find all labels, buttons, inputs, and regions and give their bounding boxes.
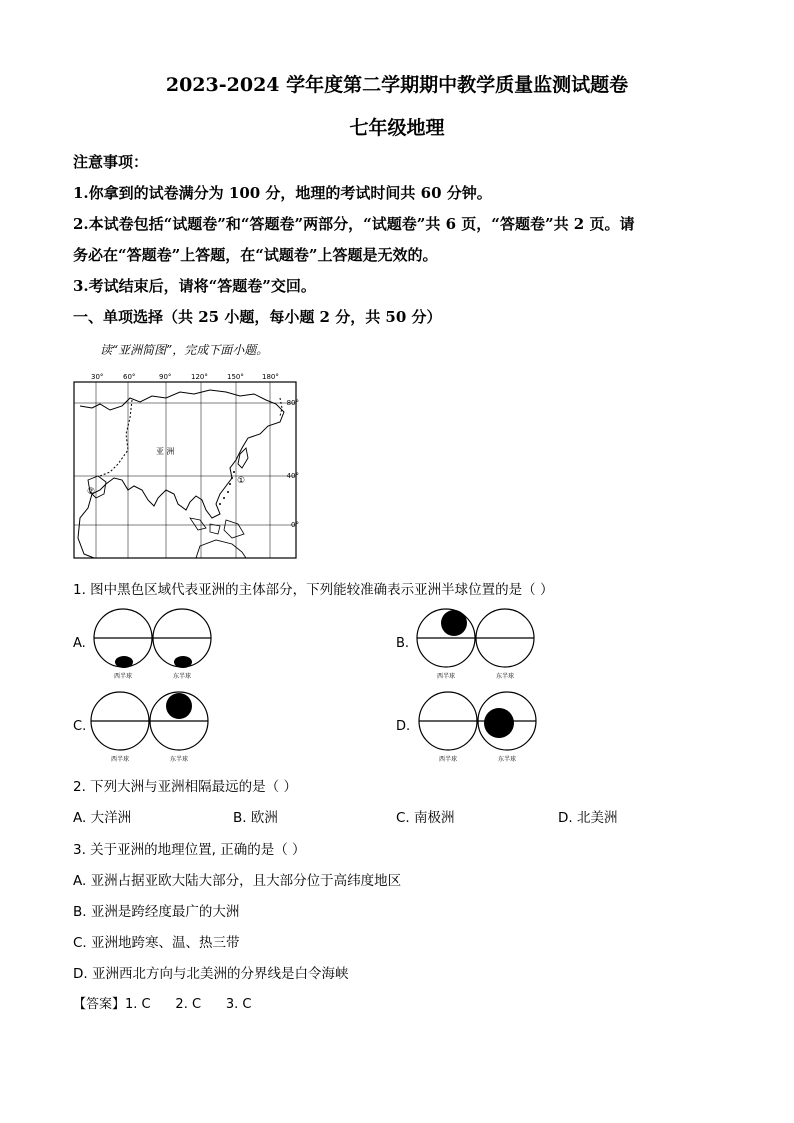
map-marker-1: ① <box>237 476 246 486</box>
east-hemisphere-label: 东半球 <box>497 756 517 763</box>
east-hemisphere-label: 东半球 <box>495 673 515 680</box>
map-instruction: 读“亚洲简图”，完成下面小题。 <box>100 343 269 357</box>
q3-stem: 3. 关于亚洲的地理位置, 正确的是（ ） <box>73 842 306 858</box>
asia-shape <box>484 708 514 738</box>
lat-label-80: 80° <box>286 399 299 407</box>
asia-shape <box>166 693 192 719</box>
lat-label-0: 0° <box>291 521 299 529</box>
q3-option-a[interactable]: A. 亚洲占据亚欧大陆大部分，且大部分位于高纬度地区 <box>73 873 402 889</box>
lon-label-150: 150° <box>227 373 244 381</box>
q1-option-a-figure[interactable] <box>92 607 216 682</box>
q1-option-a-label[interactable]: A. <box>73 636 86 651</box>
asia-shape <box>174 656 192 668</box>
q2-option-a[interactable]: A. 大洋洲 <box>73 810 132 826</box>
page-subtitle: 七年级地理 <box>349 117 445 139</box>
west-hemisphere-label: 西半球 <box>110 756 130 763</box>
section1-heading: 一、单项选择（共 25 小题，每小题 2 分，共 50 分） <box>73 308 442 326</box>
lat-label-40: 40° <box>286 472 299 480</box>
q3-option-c[interactable]: C. 亚洲地跨寒、温、热三带 <box>73 935 240 951</box>
q1-option-d-label[interactable]: D. <box>396 719 411 734</box>
west-hemisphere-label: 西半球 <box>436 673 456 680</box>
q2-option-c[interactable]: C. 南极洲 <box>396 810 455 826</box>
asia-shape <box>115 656 133 668</box>
q1-option-b-label[interactable]: B. <box>396 636 410 651</box>
q2-option-d[interactable]: D. 北美洲 <box>558 810 618 826</box>
answer-text: 1. C 2. C 3. C <box>125 997 252 1012</box>
q2-option-b[interactable]: B. 欧洲 <box>233 810 278 826</box>
page-title: 2023-2024 学年度第二学期期中教学质量监测试题卷 <box>165 74 629 96</box>
west-hemisphere-label: 西半球 <box>438 756 458 763</box>
notice-heading: 注意事项： <box>73 153 149 171</box>
q3-option-b[interactable]: B. 亚洲是跨经度最广的大洲 <box>73 904 240 920</box>
notice-item-3: 3.考试结束后，请将“答题卷”交回。 <box>73 277 316 295</box>
notice-item-2-line2: 务必在“答题卷”上答题，在“试题卷”上答题是无效的。 <box>73 246 438 264</box>
east-hemisphere-label: 东半球 <box>169 756 189 763</box>
map-region-label: 亚 洲 <box>156 447 175 456</box>
lon-label-30: 30° <box>91 373 104 381</box>
q1-option-d-figure[interactable] <box>417 690 541 765</box>
asia-map <box>70 368 302 560</box>
q1-option-b-figure[interactable] <box>415 607 539 682</box>
q1-stem: 1. 图中黑色区域代表亚洲的主体部分，下列能较准确表示亚洲半球位置的是（ ） <box>73 582 554 598</box>
q1-option-c-label[interactable]: C. <box>73 719 87 734</box>
asia-shape <box>441 610 467 636</box>
answer-line <box>73 993 251 1012</box>
lon-label-90: 90° <box>159 373 172 381</box>
q3-option-d[interactable]: D. 亚洲西北方向与北美洲的分界线是白令海峡 <box>73 966 349 982</box>
lon-label-180: 180° <box>262 373 279 381</box>
answer-tag: 【答案】 <box>73 997 126 1012</box>
q2-stem: 2. 下列大洲与亚洲相隔最远的是（ ） <box>73 779 297 795</box>
notice-item-2-line1: 2.本试卷包括“试题卷”和“答题卷”两部分，“试题卷”共 6 页，“答题卷”共 2 页。请 <box>73 215 635 233</box>
q1-option-c-figure[interactable] <box>89 690 213 765</box>
lon-label-120: 120° <box>191 373 208 381</box>
east-hemisphere-label: 东半球 <box>172 673 192 680</box>
west-hemisphere-label: 西半球 <box>113 673 133 680</box>
map-marker-2: ② <box>87 487 96 497</box>
lon-label-60: 60° <box>123 373 136 381</box>
notice-item-1: 1.你拿到的试卷满分为 100 分，地理的考试时间共 60 分钟。 <box>73 184 492 202</box>
